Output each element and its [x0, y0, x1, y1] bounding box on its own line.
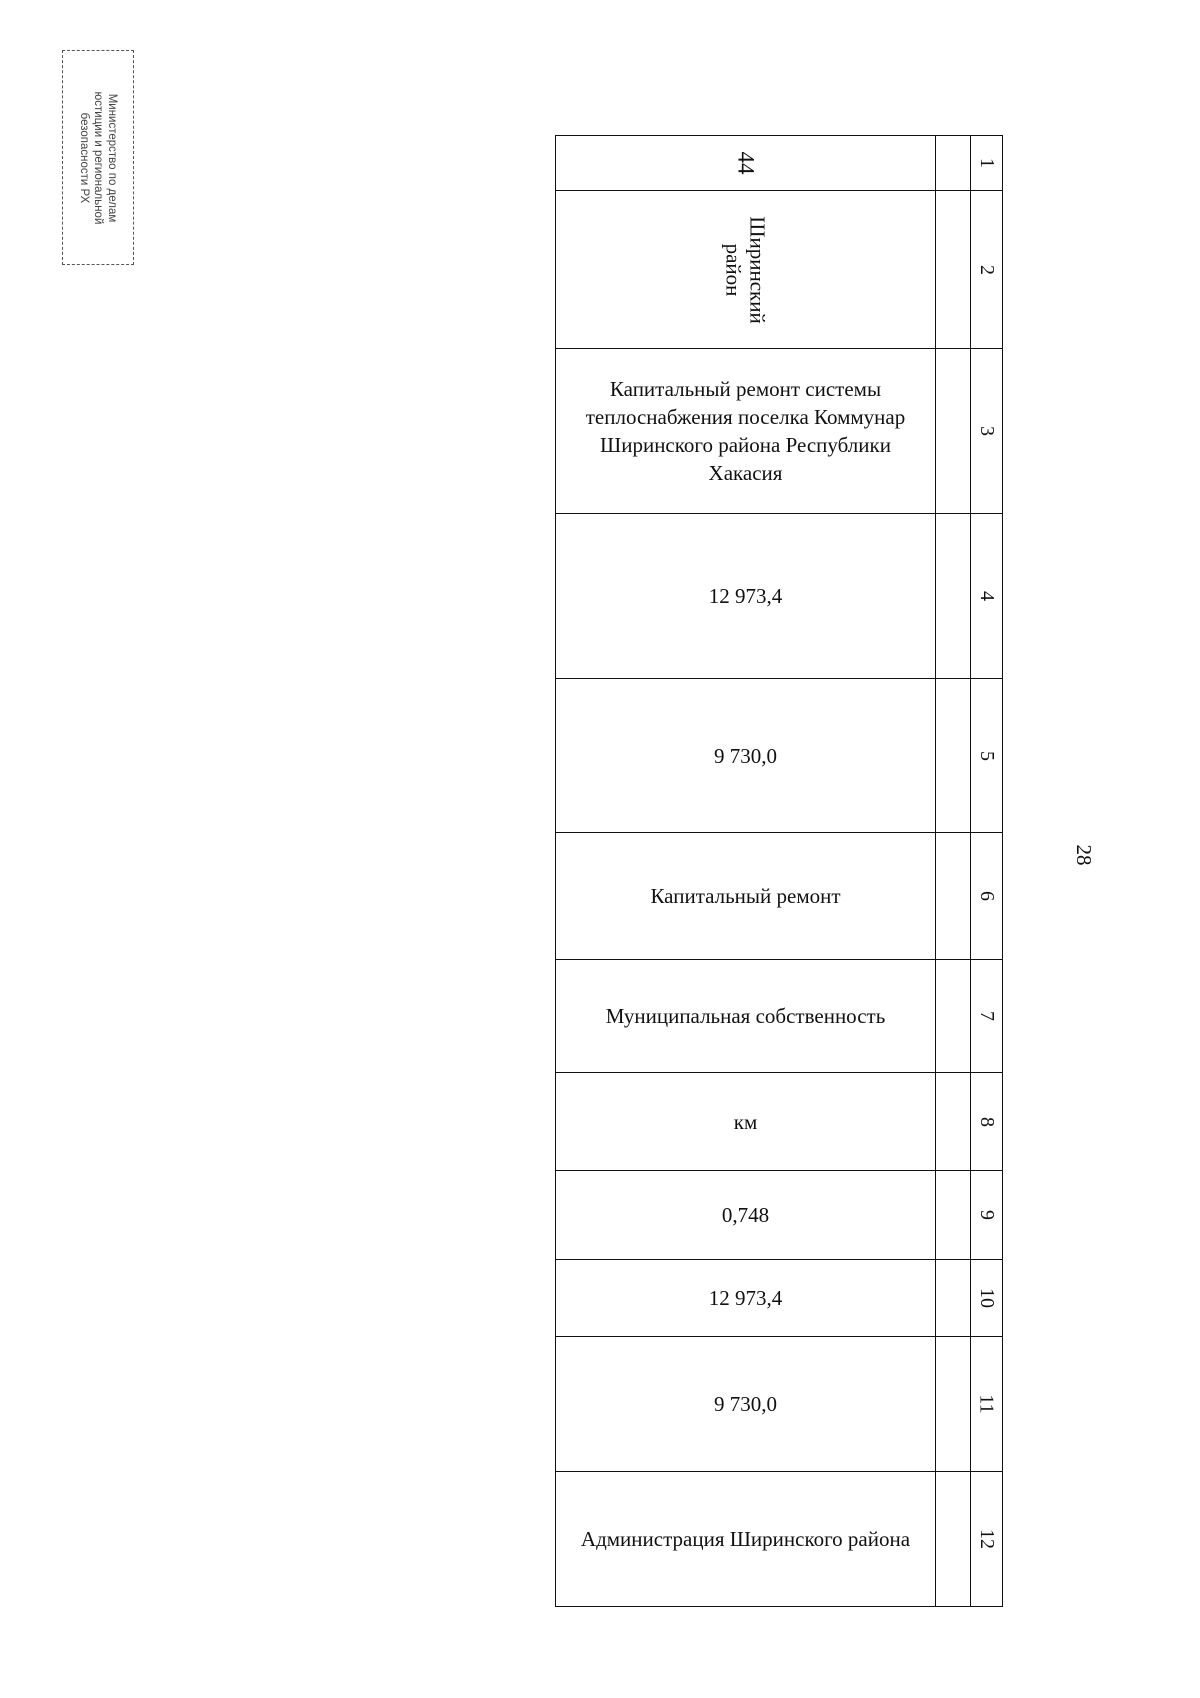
cell-ownership: Муниципальная собственность: [556, 960, 936, 1072]
blank-cell: [936, 191, 971, 348]
table-row: [556, 1072, 1002, 1170]
stamp: [62, 50, 134, 265]
cell-unit: км: [556, 1073, 936, 1170]
column-number: 9: [975, 1210, 998, 1220]
blank-cell: [936, 349, 971, 513]
table-row: [556, 1471, 1002, 1606]
column-number: 3: [975, 426, 998, 436]
table-row: [556, 832, 1002, 959]
blank-cell: [936, 514, 971, 678]
cell-cost-budget: 9 730,0: [556, 679, 936, 832]
stamp-line: юстиции и региональной: [92, 91, 104, 224]
blank-cell: [936, 679, 971, 832]
cell-customer: Администрация Ширинского района: [556, 1472, 936, 1606]
column-number: 10: [975, 1288, 998, 1308]
cell-object-name: Капитальный ремонт системы теплоснабжения поселка Коммунар Ширинского района Республики Хакасия: [556, 349, 936, 513]
cell-work-type: Капитальный ремонт: [556, 833, 936, 959]
blank-cell: [936, 1171, 971, 1259]
blank-cell: [936, 1260, 971, 1336]
stamp-line: Министерство по делам: [106, 93, 118, 222]
column-number: 4: [975, 591, 998, 601]
stamp-text: [66, 54, 130, 261]
blank-cell: [936, 1073, 971, 1170]
column-number: 8: [975, 1116, 998, 1127]
cell-cost-total: 12 973,4: [556, 514, 936, 678]
table-row: [556, 678, 1002, 832]
data-table: [555, 135, 1003, 1607]
blank-cell: [936, 136, 971, 190]
table-row: [556, 348, 1002, 513]
cell-row-number: 44: [556, 136, 936, 190]
cell-capacity: 0,748: [556, 1171, 936, 1259]
blank-cell: [936, 1472, 971, 1606]
blank-cell: [936, 833, 971, 959]
column-number: 12: [975, 1529, 998, 1549]
column-number: 2: [975, 264, 998, 275]
table-row: [556, 1170, 1002, 1259]
table-row: [556, 1259, 1002, 1336]
column-number: 5: [975, 750, 998, 761]
cell-cost-budget-2: 9 730,0: [556, 1337, 936, 1471]
table-row: [556, 513, 1002, 678]
blank-cell: [936, 960, 971, 1072]
stamp-line: безопасности РХ: [78, 112, 90, 203]
cell-district: Ширинский район: [556, 191, 936, 348]
table-row: [556, 190, 1002, 348]
page-number: 28: [1072, 844, 1096, 866]
table-row: [556, 959, 1002, 1072]
column-number: 1: [975, 158, 998, 168]
cell-cost-total-2: 12 973,4: [556, 1260, 936, 1336]
table-row: [556, 1336, 1002, 1471]
column-number: 7: [975, 1011, 998, 1021]
column-number: 11: [975, 1394, 998, 1414]
table-row: [556, 136, 1002, 190]
blank-cell: [936, 1337, 971, 1471]
column-number: 6: [975, 891, 998, 901]
